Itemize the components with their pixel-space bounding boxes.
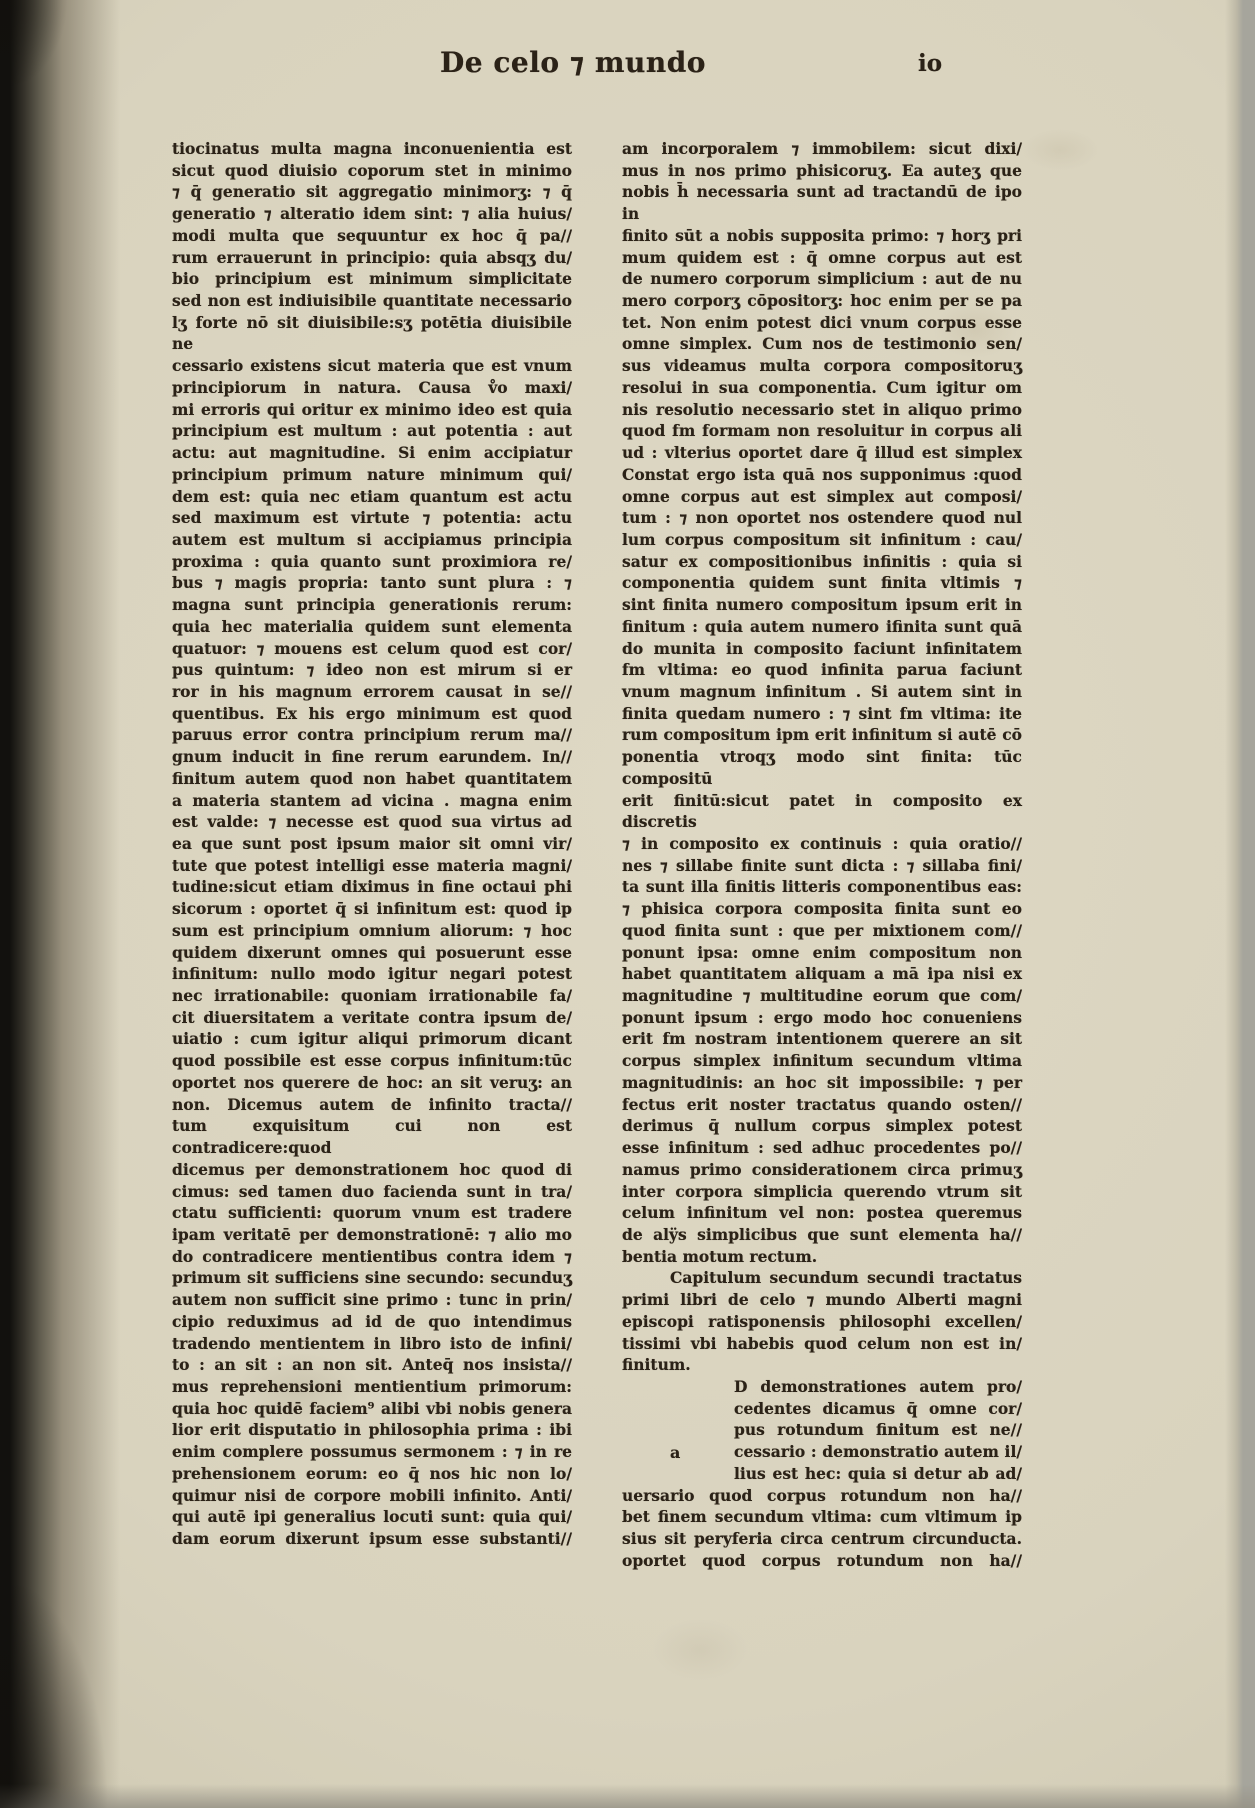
text-line: resolui in sua componentia. Cum igitur om — [622, 377, 1022, 397]
text-line: to : an sit : an non sit. Anteq̄ nos insista// — [172, 1355, 572, 1375]
text-line: sicorum : oportet q̄ si infinitum est: quod ip — [172, 899, 572, 919]
guide-letter: a — [670, 1442, 681, 1462]
text-line: primi libri de celo ⁊ mundo Alberti magni — [622, 1290, 1022, 1310]
text-line: tum : ⁊ non oportet nos ostendere quod nul — [622, 508, 1022, 528]
text-line: autem non sufficit sine primo : tunc in prin/ — [172, 1290, 572, 1310]
chapter-rubric — [622, 1267, 1022, 1376]
text-line: tiocinatus multa magna inconuenientia est — [172, 139, 572, 158]
initial-paragraph — [622, 1376, 1022, 1571]
text-line: nec irrationabile: quoniam irrationabile fa/ — [172, 986, 572, 1006]
text-line: ror in his magnum errorem causat in se// — [172, 681, 572, 701]
text-line: ponunt ipsa: omne enim compositum non — [622, 942, 1022, 962]
text-line: inter corpora simplicia querendo vtrum sit — [622, 1181, 1022, 1201]
text-line: principium est multum : aut potentia : aut — [172, 421, 572, 441]
text-line: do contradicere mentientibus contra idem ⁊ — [172, 1246, 572, 1266]
text-line: episcopi ratisponensis philosophi excellen/ — [622, 1311, 1022, 1331]
text-line: cipio reduximus ad id de quo intendimus — [172, 1311, 572, 1331]
text-line: modi multa que sequuntur ex hoc q̄ pa// — [172, 225, 572, 245]
text-line: oportet nos querere de hoc: an sit veruʒ: an — [172, 1072, 572, 1092]
text-line: erit fm nostram intentionem querere an sit — [622, 1029, 1022, 1049]
text-line: lius est hec: quia si detur ab ad/ — [734, 1463, 1022, 1483]
text-column-right — [622, 138, 1022, 1571]
text-line: ponentia vtroqʒ modo sint finita: tūc compositū — [622, 747, 1022, 788]
text-line: Constat ergo ista quā nos supponimus :quod — [622, 464, 1022, 484]
text-line: lʒ forte nō sit diuisibile:sʒ potētia diuisibile ne — [172, 312, 572, 354]
text-line: enim complere possumus sermonem : ⁊ in re — [172, 1442, 572, 1462]
text-line: cessario : demonstratio autem il/ — [734, 1442, 1022, 1462]
text-line: gnum inducit in fine rerum earundem. In// — [172, 747, 572, 767]
text-line: finitum : quia autem numero ifinita sunt quā — [622, 616, 1022, 636]
text-line: quatuor: ⁊ mouens est celum quod est cor/ — [172, 638, 572, 658]
text-line: sicut quod diuisio coporum stet in minimo — [172, 160, 572, 180]
text-line: vnum magnum infinitum . Si autem sint in — [622, 681, 1022, 701]
text-line: fectus erit noster tractatus quando osten// — [622, 1094, 1022, 1114]
text-line: nobis h̄ necessaria sunt ad tractandū de ipo in — [622, 182, 1022, 224]
text-line: paruus error contra principium rerum ma// — [172, 725, 572, 745]
text-line: ctatu sufficienti: quorum vnum est tradere — [172, 1203, 572, 1223]
text-line: bus ⁊ magis propria: tanto sunt plura : ⁊ — [172, 573, 572, 593]
text-line: rum errauerunt in principio: quia absqʒ du/ — [172, 247, 572, 267]
paragraph-continuation — [622, 138, 1022, 1267]
running-title: De celo ⁊ mundo — [440, 46, 706, 79]
text-line: principium primum nature minimum qui/ — [172, 464, 572, 484]
initial-indented-lines — [622, 1376, 1022, 1485]
text-line: quod possibile est esse corpus infinitum:tūc — [172, 1051, 572, 1071]
text-line: infinitum: nullo modo igitur negari potest — [172, 964, 572, 984]
text-line: cedentes dicamus q̄ omne cor/ — [734, 1398, 1022, 1418]
text-line: quia hoc quidē faciem⁹ alibi vbi nobis genera — [172, 1398, 572, 1418]
text-line: non. Dicemus autem de infinito tracta// — [172, 1094, 572, 1114]
text-line: satur ex compositionibus infinitis : quia si — [622, 551, 1022, 571]
text-line: habet quantitatem aliquam a mā ipa nisi ex — [622, 964, 1022, 984]
text-line: D demonstrationes autem pro/ — [734, 1376, 1022, 1396]
text-line: mum quidem est : q̄ omne corpus aut est — [622, 247, 1022, 267]
text-line: corpus simplex infinitum secundum vltima — [622, 1051, 1022, 1071]
text-line: am incorporalem ⁊ immobilem: sicut dixi/ — [622, 139, 1022, 158]
text-line: nis resolutio necessario stet in aliquo primo — [622, 399, 1022, 419]
text-line: sum est principium omnium aliorum: ⁊ hoc — [172, 920, 572, 940]
text-line: tradendo mentientem in libro isto de infini/ — [172, 1333, 572, 1353]
text-line: erit finitū:sicut patet in composito ex discretis — [622, 790, 1022, 832]
text-line: tum exquisitum cui non est contradicere:quod — [172, 1116, 572, 1158]
text-line: autem est multum si accipiamus principia — [172, 529, 572, 549]
text-line: finito sūt a nobis supposita primo: ⁊ horʒ pri — [622, 225, 1022, 245]
text-line: namus primo considerationem circa primuʒ — [622, 1159, 1022, 1179]
text-line: uiatio : cum igitur aliqui primorum dicant — [172, 1029, 572, 1049]
text-line: primum sit sufficiens sine secundo: secunduʒ — [172, 1268, 572, 1288]
text-line: dicemus per demonstrationem hoc quod di — [172, 1159, 572, 1179]
text-line: ⁊ q̄ generatio sit aggregatio minimorʒ: ⁊ q̄ — [172, 182, 572, 202]
text-line: ⁊ in composito ex continuis : quia oratio// — [622, 834, 1022, 853]
text-line: esse infinitum : sed adhuc procedentes po// — [622, 1138, 1022, 1158]
text-line: de numero corporum simplicium : aut de nu — [622, 269, 1022, 289]
text-line: principiorum in natura. Causa v̊o maxi/ — [172, 377, 572, 397]
text-column-left — [172, 138, 572, 1550]
text-line: omne corpus aut est simplex aut composi/ — [622, 486, 1022, 506]
text-line: magnitudinis: an hoc sit impossibile: ⁊ per — [622, 1072, 1022, 1092]
text-line: proxima : quia quanto sunt proximiora re/ — [172, 551, 572, 571]
text-line: ea que sunt post ipsum maior sit omni vir/ — [172, 834, 572, 853]
text-line: ud : vlterius oportet dare q̄ illud est simplex — [622, 443, 1022, 463]
text-line: pus quintum: ⁊ ideo non est mirum si er — [172, 660, 572, 680]
text-line: est valde: ⁊ necesse est quod sua virtus ad — [172, 812, 572, 832]
text-line: Capitulum secundum secundi tractatus — [670, 1268, 1022, 1288]
text-line: quod fm formam non resoluitur in corpus ali — [622, 421, 1022, 441]
text-line: dam eorum dixerunt ipsum esse substanti// — [172, 1529, 572, 1548]
text-line: quentibus. Ex his ergo minimum est quod — [172, 703, 572, 723]
text-line: mi erroris qui oritur ex minimo ideo est quia — [172, 399, 572, 419]
text-line: quimur nisi de corpore mobili infinito. Anti/ — [172, 1485, 572, 1505]
text-line: tudine:sicut etiam diximus in fine octaui phi — [172, 877, 572, 897]
text-line: magna sunt principia generationis rerum: — [172, 595, 572, 615]
text-line: tissimi vbi habebis quod celum non est in/ — [622, 1333, 1022, 1353]
text-line: a materia stantem ad vicina . magna enim — [172, 790, 572, 810]
text-line: de alÿs simplicibus que sunt elementa ha// — [622, 1224, 1022, 1244]
text-line: celum infinitum vel non: postea queremus — [622, 1203, 1022, 1223]
text-line: ta sunt illa finitis litteris componentibus eas: — [622, 877, 1022, 897]
text-line: ipam veritatē per demonstrationē: ⁊ alio mo — [172, 1224, 572, 1244]
text-line: tet. Non enim potest dici vnum corpus esse — [622, 312, 1022, 332]
text-line: mus reprehensioni mentientium primorum: — [172, 1376, 572, 1396]
text-line: quod finita sunt : que per mixtionem com// — [622, 920, 1022, 940]
text-line: finitum autem quod non habet quantitatem — [172, 768, 572, 788]
text-line: ⁊ phisica corpora composita finita sunt eo — [622, 899, 1022, 919]
text-line: fm vltima: eo quod infinita parua faciunt — [622, 660, 1022, 680]
text-line: omne simplex. Cum nos de testimonio sen/ — [622, 334, 1022, 354]
text-line: sed maximum est virtute ⁊ potentia: actu — [172, 508, 572, 528]
text-line: qui autē ipi generalius locuti sunt: quia qui/ — [172, 1507, 572, 1527]
text-line: sus videamus multa corpora compositoruʒ — [622, 356, 1022, 376]
text-line: ponunt ipsum : ergo modo hoc conueniens — [622, 1007, 1022, 1027]
text-line: quidem dixerunt omnes qui posuerunt esse — [172, 942, 572, 962]
text-line: sed non est indiuisibile quantitate necessario — [172, 291, 572, 311]
initial-full-lines — [622, 1485, 1022, 1572]
text-line: quia hec materialia quidem sunt elementa — [172, 616, 572, 636]
text-line: oportet quod corpus rotundum non ha// — [622, 1550, 1022, 1570]
text-line: rum compositum ipm erit infinitum si autē cō — [622, 725, 1022, 745]
text-line: cit diuersitatem a veritate contra ipsum de/ — [172, 1007, 572, 1027]
text-line: nes ⁊ sillabe finite sunt dicta : ⁊ sillaba fini/ — [622, 855, 1022, 875]
text-line: sint finita numero compositum ipsum erit in — [622, 595, 1022, 615]
text-line: mus in nos primo phisicoruʒ. Ea auteʒ que — [622, 160, 1022, 180]
text-line: generatio ⁊ alteratio idem sint: ⁊ alia huius/ — [172, 204, 572, 224]
text-line: lior erit disputatio in philosophia prima : ibi — [172, 1420, 572, 1440]
text-line: do munita in composito faciunt infinitatem — [622, 638, 1022, 658]
text-line: prehensionem eorum: eo q̄ nos hic non lo/ — [172, 1463, 572, 1483]
text-line: uersario quod corpus rotundum non ha// — [622, 1485, 1022, 1505]
text-line: bio principium est minimum simplicitate — [172, 269, 572, 289]
text-line: derimus q̄ nullum corpus simplex potest — [622, 1116, 1022, 1136]
text-line: pus rotundum finitum est ne// — [734, 1420, 1022, 1440]
text-line: cimus: sed tamen duo facienda sunt in tra/ — [172, 1181, 572, 1201]
text-line: actu: aut magnitudine. Si enim accipiatur — [172, 443, 572, 463]
text-line: componentia quidem sunt finita vltimis ⁊ — [622, 573, 1022, 593]
text-line: cessario existens sicut materia que est vnum — [172, 356, 572, 376]
text-line: tute que potest intelligi esse materia magni/ — [172, 855, 572, 875]
text-line: bet finem secundum vltima: cum vltimum ip — [622, 1507, 1022, 1527]
text-line: finita quedam numero : ⁊ sint fm vltima: ite — [622, 703, 1022, 723]
text-line: mero corporʒ cōpositorʒ: hoc enim per se pa — [622, 291, 1022, 311]
text-line: magnitudine ⁊ multitudine eorum que com/ — [622, 986, 1022, 1006]
text-line: bentia motum rectum. — [622, 1246, 818, 1266]
text-line: lum corpus compositum sit infinitum : cau/ — [622, 529, 1022, 549]
text-line: finitum. — [622, 1355, 691, 1375]
text-line: sius sit peryferia circa centrum circunducta. — [622, 1529, 1022, 1548]
text-line: dem est: quia nec etiam quantum est actu — [172, 486, 572, 506]
folio-number: io — [918, 50, 943, 77]
